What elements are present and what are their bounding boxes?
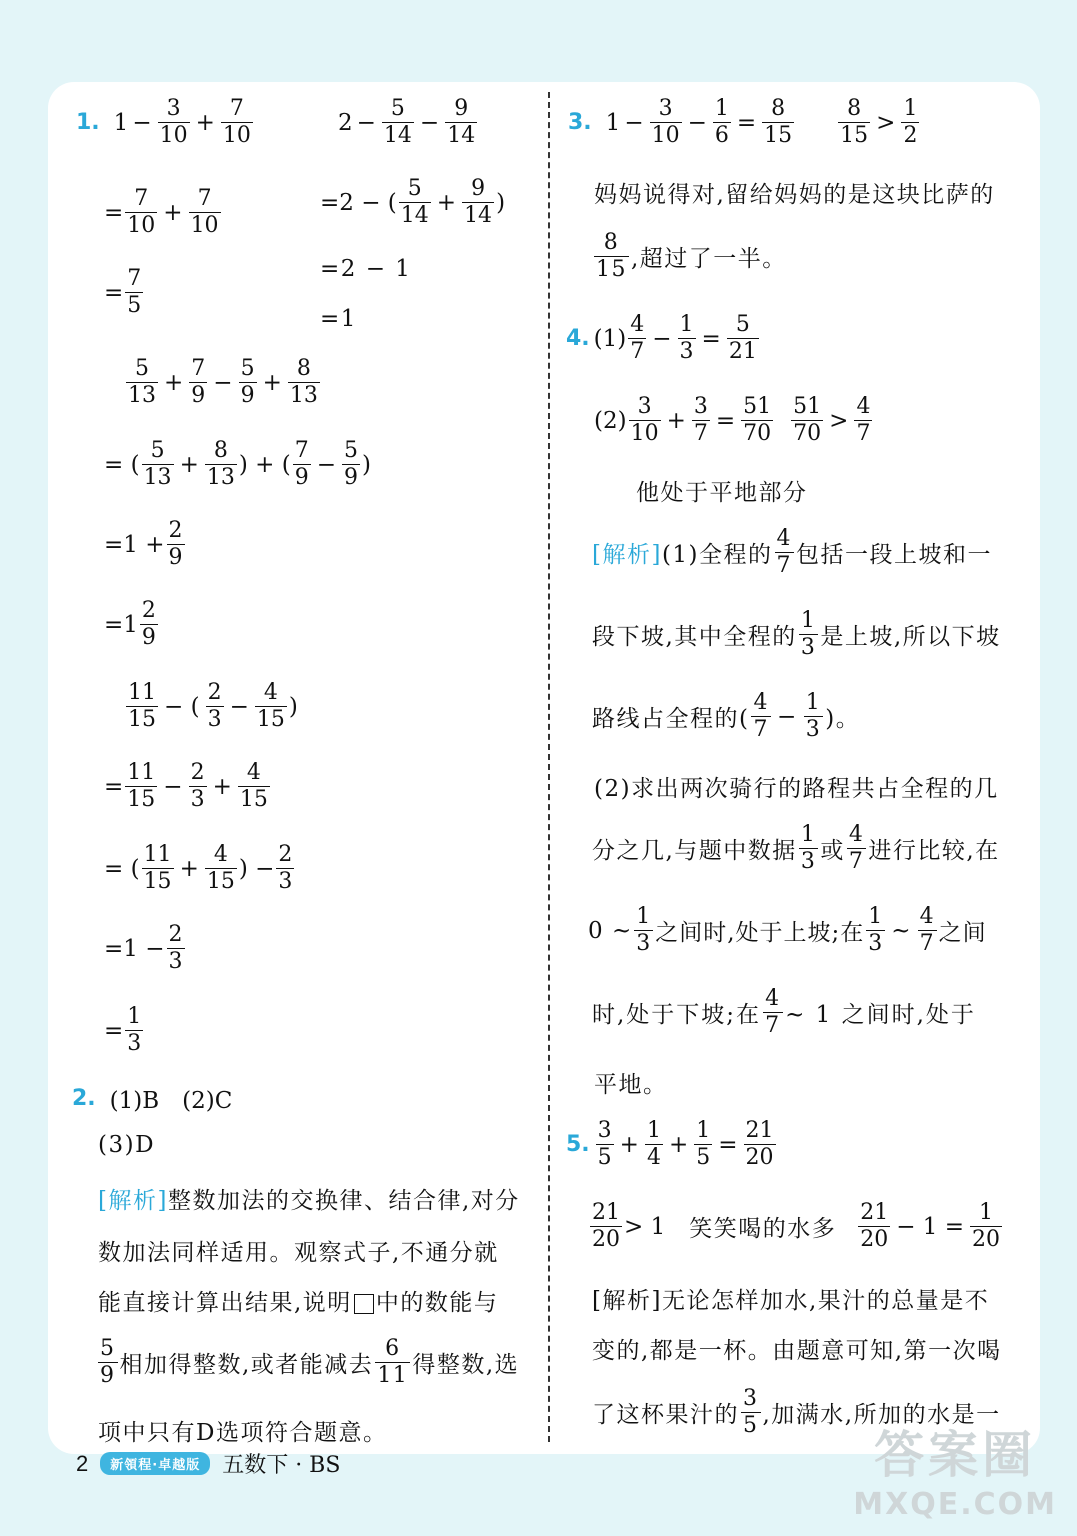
fraction: $\frac{5}{9}$ <box>343 438 358 490</box>
q1-d-row4: =1 − $\frac{2}{3}$ <box>104 922 183 974</box>
fraction: $\frac{1}{3}$ <box>636 904 652 956</box>
fraction: $\frac{5}{14}$ <box>400 176 429 228</box>
q1-c-row4: =1 $\frac{2}{9}$ <box>104 598 156 650</box>
q1-d-row3: = ( $\frac{11}{15}$ + $\frac{4}{15}$ ) − $\frac{2}{3}$ <box>104 842 293 894</box>
fraction: $\frac{8}{13}$ <box>289 356 318 408</box>
fraction: $\frac{1}{3}$ <box>127 1004 142 1056</box>
q1-number: 1. <box>76 110 100 135</box>
fraction: $\frac{1}{3}$ <box>868 904 884 956</box>
fraction: $\frac{3}{10}$ <box>159 96 188 148</box>
q4-answer: 他处于平地部分 <box>636 480 808 506</box>
q2-explain-4: $\frac{5}{9}$ 相加得整数,或者能减去 $\frac{6}{11}$ 得整数,选 <box>100 1336 520 1388</box>
q4-explain-3: 路线占全程的( $\frac{4}{7}$ − $\frac{1}{3}$ )。 <box>592 690 861 742</box>
column-divider <box>548 92 550 1442</box>
fraction: $\frac{2}{3}$ <box>278 842 293 894</box>
fraction: $\frac{1}{3}$ <box>800 822 817 874</box>
series-badge: 新領程·卓越版 <box>100 1452 210 1475</box>
q4-explain-2: 段下坡,其中全程的 $\frac{1}{3}$ 是上坡,所以下坡 <box>592 608 1001 660</box>
op: − <box>132 109 152 136</box>
fraction: $\frac{51}{70}$ <box>743 394 772 446</box>
fraction: $\frac{1}{3}$ <box>679 312 694 364</box>
fraction: $\frac{7}{9}$ <box>191 356 206 408</box>
fraction: $\frac{5}{9}$ <box>240 356 255 408</box>
q2-explain-1: [解析]整数加法的交换律、结合律,对分 <box>98 1188 520 1214</box>
fraction: $\frac{3}{10}$ <box>630 394 659 446</box>
q2-explain-3: 能直接计算出结果,说明 中的数能与 <box>98 1290 499 1316</box>
fraction: $\frac{2}{3}$ <box>168 922 183 974</box>
fraction: $\frac{2}{9}$ <box>141 598 156 650</box>
q3-text-1: 妈妈说得对,留给妈妈的是这块比萨的 <box>594 182 995 208</box>
q1-d-row1: $\frac{11}{15}$ − ( $\frac{2}{3}$ − $\frac{4}{15}$ ) <box>128 680 298 732</box>
fraction: $\frac{4}{15}$ <box>256 680 285 732</box>
fraction: $\frac{7}{5}$ <box>127 266 142 318</box>
q4-explain-1: [解析] (1)全程的 $\frac{4}{7}$ 包括一段上坡和一 <box>592 526 993 578</box>
watermark-title: 答案圈 <box>874 1426 1037 1484</box>
q5-explain-3: 了这杯果汁的 $\frac{3}{5}$ ,加满水,所加的水是一 <box>592 1386 1001 1438</box>
fraction: $\frac{21}{20}$ <box>592 1200 620 1252</box>
q5-number: 5. <box>566 1132 590 1157</box>
watermark <box>853 1415 1057 1522</box>
q4-explain-6: 0 ~ $\frac{1}{3}$ 之间时,处于上坡;在 $\frac{1}{3}$ ~ $\frac{4}{7}$ 之间 <box>588 904 987 956</box>
q1-d-row2: = $\frac{11}{15}$ − $\frac{2}{3}$ + $\frac{4}{15}$ <box>104 760 268 812</box>
fraction: $\frac{1}{3}$ <box>805 690 822 742</box>
fraction: $\frac{4}{7}$ <box>919 904 935 956</box>
watermark-url: MXQE.COM <box>853 1487 1057 1522</box>
fraction: $\frac{6}{11}$ <box>377 1336 409 1388</box>
q5-explain-1: [解析]无论怎样加水,果汁的总量是不 <box>592 1288 990 1314</box>
q1-b-whole: 2 <box>338 109 353 136</box>
fraction: $\frac{1}{6}$ <box>714 96 729 148</box>
fraction: $\frac{4}{15}$ <box>239 760 268 812</box>
fraction: $\frac{3}{5}$ <box>597 1118 612 1170</box>
fraction: $\frac{51}{70}$ <box>793 394 822 446</box>
q1-c-row3: =1 + $\frac{2}{9}$ <box>104 518 183 570</box>
q4-row1: 4. (1) $\frac{4}{7}$ − $\frac{1}{3}$ = $\frac{5}{21}$ <box>566 312 757 364</box>
fraction: $\frac{21}{20}$ <box>860 1200 889 1252</box>
fraction: $\frac{8}{15}$ <box>596 230 627 282</box>
q3-text-2: $\frac{8}{15}$ ,超过了一半。 <box>596 230 787 282</box>
grade-label: 五数下 · BS <box>222 1453 341 1478</box>
fraction: $\frac{1}{5}$ <box>696 1118 711 1170</box>
q4-explain-5: 分之几,与题中数据 $\frac{1}{3}$ 或 $\frac{4}{7}$ 进行比较,在 <box>592 822 1000 874</box>
fraction: $\frac{1}{4}$ <box>646 1118 661 1170</box>
q4-explain-7: 时,处于下坡;在 $\frac{4}{7}$ ~ 1 之间时,处于 <box>592 986 976 1038</box>
q1-b-row4: =1 <box>320 306 357 332</box>
blank-box <box>354 1294 374 1314</box>
fraction: $\frac{5}{14}$ <box>383 96 412 148</box>
q4-row2: (2) $\frac{3}{10}$ + $\frac{3}{7}$ = $\frac{51}{70}$ $\frac{51}{70}$ > $\frac{4}{7}$ <box>594 394 871 446</box>
fraction: $\frac{7}{10}$ <box>127 186 156 238</box>
q3-row1: 3. 1 − $\frac{3}{10}$ − $\frac{1}{6}$ = $\frac{8}{15}$ $\frac{8}{15}$ > $\frac{1}{2}$ <box>568 96 918 148</box>
fraction: $\frac{4}{7}$ <box>765 986 782 1038</box>
q1-a-row2: = $\frac{7}{10}$ + $\frac{7}{10}$ <box>104 186 219 238</box>
q4-number: 4. <box>566 326 590 351</box>
fraction: $\frac{1}{2}$ <box>903 96 918 148</box>
q4-explain-8: 平地。 <box>594 1072 668 1098</box>
fraction: $\frac{7}{9}$ <box>294 438 309 490</box>
fraction: $\frac{11}{15}$ <box>127 760 156 812</box>
q1-b-row1: 2 − $\frac{5}{14}$ − $\frac{9}{14}$ <box>338 96 476 148</box>
q1-d-row5: = $\frac{1}{3}$ <box>104 1004 142 1056</box>
fraction: $\frac{9}{14}$ <box>447 96 476 148</box>
q2-explain-2: 数加法同样适用。观察式子,不通分就 <box>98 1240 499 1266</box>
fraction: $\frac{5}{21}$ <box>728 312 757 364</box>
q5-explain-2: 变的,都是一杯。由题意可知,第一次喝 <box>592 1338 1002 1364</box>
fraction: $\frac{5}{13}$ <box>128 356 156 408</box>
q2-row1 <box>72 1082 232 1115</box>
fraction: $\frac{8}{13}$ <box>206 438 235 490</box>
q1-row1: 1. 1 − $\frac{3}{10}$ + $\frac{7}{10}$ <box>76 96 251 148</box>
fraction: $\frac{3}{7}$ <box>693 394 708 446</box>
fraction: $\frac{3}{10}$ <box>651 96 680 148</box>
fraction: $\frac{11}{15}$ <box>128 680 156 732</box>
q2-answer-1: (1)B (2)C <box>109 1088 233 1114</box>
fraction: $\frac{4}{7}$ <box>856 394 871 446</box>
q3-number: 3. <box>568 110 592 135</box>
q1-a-row3: = $\frac{7}{5}$ <box>104 266 142 318</box>
fraction: $\frac{4}{15}$ <box>206 842 235 894</box>
fraction: $\frac{2}{3}$ <box>207 680 222 732</box>
fraction: $\frac{7}{10}$ <box>190 186 219 238</box>
fraction: $\frac{1}{3}$ <box>800 608 817 660</box>
q5-row2: $\frac{21}{20}$ > 1 笑笑喝的水多 $\frac{21}{20}$ − 1 = $\frac{1}{20}$ <box>592 1200 1001 1252</box>
fraction: $\frac{3}{5}$ <box>743 1386 759 1438</box>
q2-answer-2: (3)D <box>98 1132 156 1158</box>
fraction: $\frac{4}{7}$ <box>848 822 865 874</box>
fraction: $\frac{2}{9}$ <box>168 518 183 570</box>
fraction: $\frac{4}{7}$ <box>753 690 769 742</box>
fraction: $\frac{1}{20}$ <box>972 1200 1001 1252</box>
fraction: $\frac{4}{7}$ <box>630 312 645 364</box>
page-footer <box>76 1448 340 1479</box>
q2-explain-5: 项中只有D选项符合题意。 <box>98 1420 388 1446</box>
fraction: $\frac{8}{15}$ <box>764 96 793 148</box>
q1-c-row2: = ( $\frac{5}{13}$ + $\frac{8}{13}$ ) + ( $\frac{7}{9}$ − $\frac{5}{9}$ ) <box>104 438 371 490</box>
fraction: $\frac{8}{15}$ <box>840 96 869 148</box>
page-number: 2 <box>76 1450 89 1476</box>
fraction: $\frac{4}{7}$ <box>776 526 793 578</box>
q2-number: 2. <box>72 1086 96 1111</box>
q1-b-row3: =2 − 1 <box>320 256 412 282</box>
q1-a-whole: 1 <box>113 109 129 136</box>
fraction: $\frac{9}{14}$ <box>464 176 493 228</box>
fraction: $\frac{7}{10}$ <box>222 96 251 148</box>
fraction: $\frac{21}{20}$ <box>745 1118 774 1170</box>
q5-row1: 5. $\frac{3}{5}$ + $\frac{1}{4}$ + $\frac{1}{5}$ = $\frac{21}{20}$ <box>566 1118 774 1170</box>
fraction: $\frac{11}{15}$ <box>143 842 172 894</box>
fraction: $\frac{5}{13}$ <box>143 438 172 490</box>
q1-c-row1: $\frac{5}{13}$ + $\frac{7}{9}$ − $\frac{5}{9}$ + $\frac{8}{13}$ <box>128 356 318 408</box>
q4-explain-4: (2)求出两次骑行的路程共占全程的几 <box>594 776 999 802</box>
q1-b-row2: =2 − ( $\frac{5}{14}$ + $\frac{9}{14}$ ) <box>320 176 506 228</box>
fraction: $\frac{5}{9}$ <box>100 1336 116 1388</box>
fraction: $\frac{2}{3}$ <box>190 760 205 812</box>
